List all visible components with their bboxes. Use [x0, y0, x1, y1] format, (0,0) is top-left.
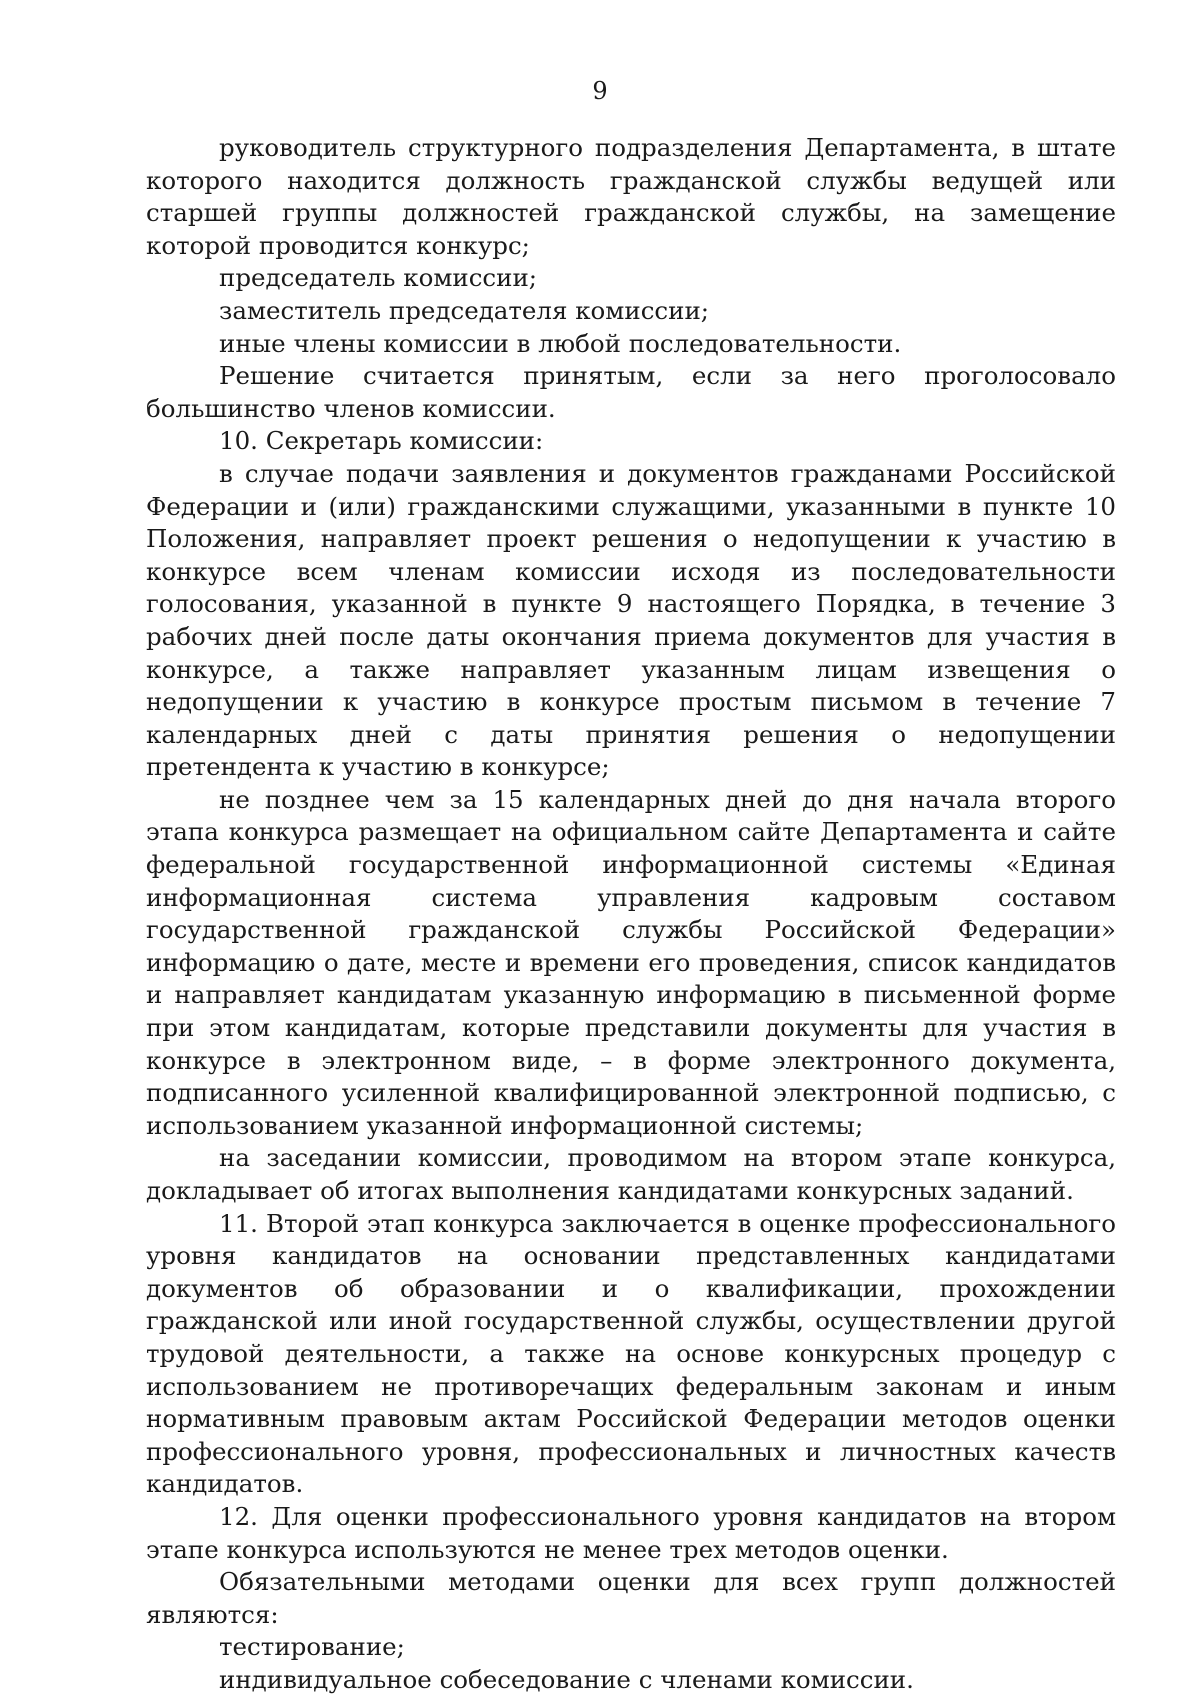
paragraph-item-12: 12. Для оценки профессионального уровня кандидатов на втором этапе конкурса используются не менее трех методов оценки. — [146, 1501, 1116, 1564]
document-body — [146, 132, 1116, 1697]
paragraph-secretary-publication-duty: не позднее чем за 15 календарных дней до дня начала второго этапа конкурса размещает на официальном сайте Департамента и сайте федеральной государственной информационной системы «Единая информационная система управления кадровым составом государственной гражданской службы Российской Федерации» информацию о дате, месте и времени его проведения, список кандидатов и направляет кандидатам указанную информацию в письменной форме при этом кандидатам, которые представили документы для участия в конкурсе в электронном виде, – в форме электронного документа, подписанного усиленной квалифицированной электронной подписью, с использованием указанной информационной системы; — [146, 784, 1116, 1140]
paragraph-secretary-report-duty: на заседании комиссии, проводимом на втором этапе конкурса, докладывает об итогах выполнения кандидатами конкурсных заданий. — [146, 1143, 1116, 1205]
paragraph-item-10-heading: 10. Секретарь комиссии: — [219, 426, 544, 456]
page-number: 9 — [592, 77, 608, 105]
paragraph-chairman: председатель комиссии; — [219, 263, 538, 293]
paragraph-other-members: иные члены комиссии в любой последовательности. — [219, 328, 902, 358]
paragraph-commission-member-unit-head: руководитель структурного подразделения Департамента, в штате которого находится должность гражданской службы ведущей или старшей группы должностей гражданской службы, на замещение которой проводится конкурс; — [146, 133, 1116, 260]
paragraph-mandatory-methods: Обязательными методами оценки для всех групп должностей являются: — [146, 1567, 1116, 1629]
paragraph-secretary-rejection-duty: в случае подачи заявления и документов гражданами Российской Федерации и (или) гражданскими служащими, указанными в пункте 10 Положения, направляет проект решения о недопущении к участию в конкурсе всем членам комиссии исходя из последовательности голосования, указанной в пункте 9 настоящего Порядка, в течение 3 рабочих дней после даты окончания приема документов для участия в конкурсе, а также направляет указанным лицам извещения о недопущении к участию в конкурсе простым письмом в течение 7 календарных дней с даты принятия решения о недопущении претендента к участию в конкурсе; — [146, 458, 1116, 782]
paragraph-deputy-chairman: заместитель председателя комиссии; — [219, 295, 710, 325]
paragraph-item-11: 11. Второй этап конкурса заключается в оценке профессионального уровня кандидатов на основании представленных кандидатами документов об образовании и о квалификации, прохождении гражданской или иной государственной службы, осуществлении другой трудовой деятельности, а также на основе конкурсных процедур с использованием не противоречащих федеральным законам и иным нормативным правовым актам Российской Федерации методов оценки профессионального уровня, профессиональных и личностных качеств кандидатов. — [146, 1208, 1116, 1499]
paragraph-method-interview: индивидуальное собеседование с членами комиссии. — [219, 1664, 914, 1694]
paragraph-method-testing: тестирование; — [219, 1632, 405, 1662]
paragraph-decision-rule: Решение считается принятым, если за него проголосовало большинство членов комиссии. — [146, 361, 1116, 423]
